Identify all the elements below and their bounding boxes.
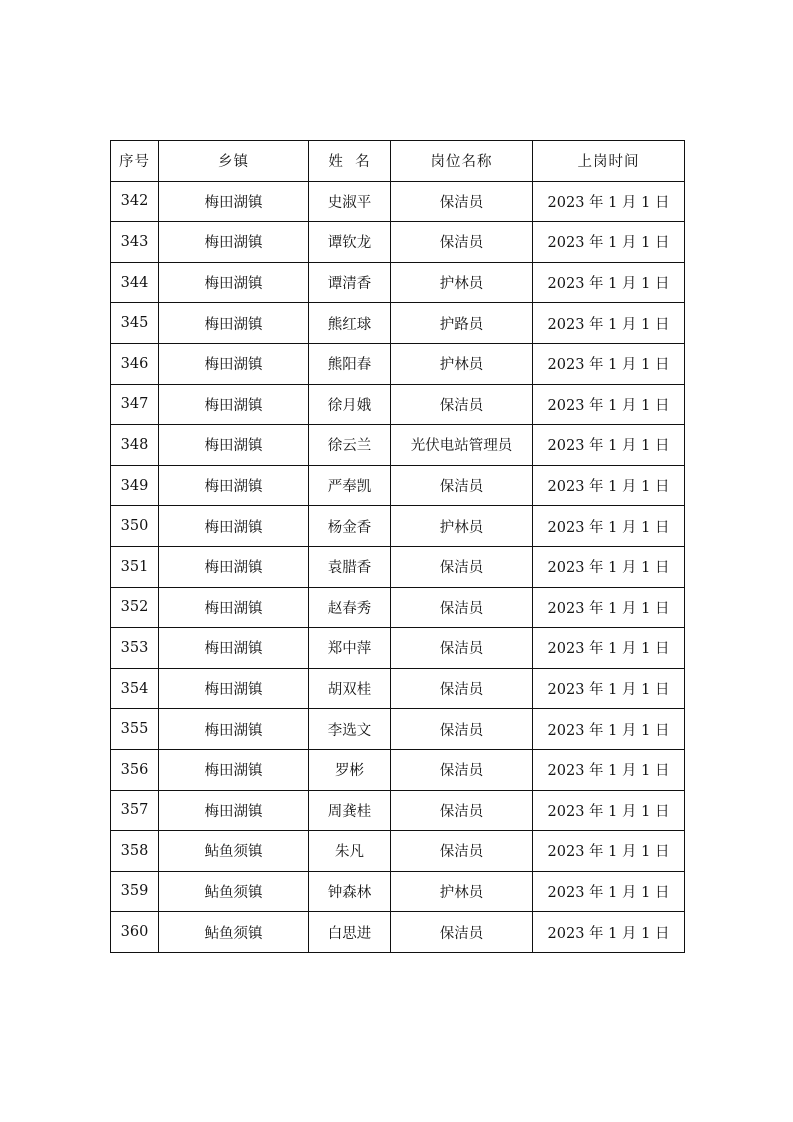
cell-township: 梅田湖镇 [159,668,309,709]
table-row [111,790,685,831]
cell-township: 梅田湖镇 [159,506,309,547]
cell-township: 梅田湖镇 [159,181,309,222]
cell-start-date: 2023 年 1 月 1 日 [533,425,685,466]
cell-name: 徐月娥 [309,384,391,425]
cell-position: 保洁员 [391,465,533,506]
header-serial-number: 序号 [111,141,159,182]
cell-start-date: 2023 年 1 月 1 日 [533,709,685,750]
cell-township: 梅田湖镇 [159,749,309,790]
cell-start-date: 2023 年 1 月 1 日 [533,384,685,425]
cell-serial-number: 354 [111,668,159,709]
cell-township: 梅田湖镇 [159,465,309,506]
cell-name: 钟森林 [309,871,391,912]
cell-position: 保洁员 [391,384,533,425]
cell-name: 李选文 [309,709,391,750]
cell-start-date: 2023 年 1 月 1 日 [533,790,685,831]
cell-position: 保洁员 [391,587,533,628]
cell-position: 保洁员 [391,749,533,790]
cell-start-date: 2023 年 1 月 1 日 [533,628,685,669]
table-row [111,831,685,872]
cell-name: 郑中萍 [309,628,391,669]
cell-name: 谭钦龙 [309,222,391,263]
cell-position: 保洁员 [391,831,533,872]
table-row [111,587,685,628]
cell-position: 护林员 [391,506,533,547]
cell-name: 杨金香 [309,506,391,547]
table-row [111,384,685,425]
cell-start-date: 2023 年 1 月 1 日 [533,912,685,953]
cell-township: 梅田湖镇 [159,709,309,750]
table-row [111,749,685,790]
cell-serial-number: 351 [111,546,159,587]
cell-start-date: 2023 年 1 月 1 日 [533,668,685,709]
cell-serial-number: 352 [111,587,159,628]
cell-start-date: 2023 年 1 月 1 日 [533,831,685,872]
cell-township: 梅田湖镇 [159,425,309,466]
cell-serial-number: 359 [111,871,159,912]
cell-name: 严奉凯 [309,465,391,506]
cell-township: 鲇鱼须镇 [159,831,309,872]
cell-position: 保洁员 [391,709,533,750]
cell-start-date: 2023 年 1 月 1 日 [533,587,685,628]
cell-serial-number: 346 [111,343,159,384]
cell-serial-number: 342 [111,181,159,222]
cell-start-date: 2023 年 1 月 1 日 [533,506,685,547]
cell-serial-number: 355 [111,709,159,750]
cell-name: 史淑平 [309,181,391,222]
table-row [111,506,685,547]
cell-position: 护路员 [391,303,533,344]
cell-start-date: 2023 年 1 月 1 日 [533,546,685,587]
table-row [111,425,685,466]
cell-start-date: 2023 年 1 月 1 日 [533,303,685,344]
cell-name: 徐云兰 [309,425,391,466]
cell-start-date: 2023 年 1 月 1 日 [533,465,685,506]
cell-township: 鲇鱼须镇 [159,871,309,912]
cell-position: 光伏电站管理员 [391,425,533,466]
cell-position: 护林员 [391,262,533,303]
cell-name: 赵春秀 [309,587,391,628]
table-row [111,871,685,912]
table-row [111,668,685,709]
cell-name: 熊阳春 [309,343,391,384]
cell-township: 梅田湖镇 [159,343,309,384]
cell-serial-number: 343 [111,222,159,263]
table-row [111,222,685,263]
cell-name: 袁腊香 [309,546,391,587]
cell-serial-number: 344 [111,262,159,303]
cell-township: 梅田湖镇 [159,262,309,303]
cell-serial-number: 347 [111,384,159,425]
cell-start-date: 2023 年 1 月 1 日 [533,343,685,384]
table-row [111,628,685,669]
cell-name: 朱凡 [309,831,391,872]
cell-position: 护林员 [391,871,533,912]
cell-township: 梅田湖镇 [159,546,309,587]
cell-position: 保洁员 [391,668,533,709]
cell-position: 保洁员 [391,790,533,831]
table-row [111,262,685,303]
cell-name: 罗彬 [309,749,391,790]
roster-table [110,140,685,953]
cell-serial-number: 358 [111,831,159,872]
cell-township: 鲇鱼须镇 [159,912,309,953]
cell-serial-number: 345 [111,303,159,344]
cell-start-date: 2023 年 1 月 1 日 [533,871,685,912]
cell-position: 保洁员 [391,222,533,263]
table-row [111,303,685,344]
cell-serial-number: 350 [111,506,159,547]
cell-township: 梅田湖镇 [159,628,309,669]
header-township: 乡镇 [159,141,309,182]
cell-position: 保洁员 [391,546,533,587]
cell-position: 保洁员 [391,628,533,669]
table-row [111,709,685,750]
cell-position: 保洁员 [391,181,533,222]
table-body [111,181,685,952]
cell-name: 熊红球 [309,303,391,344]
cell-serial-number: 349 [111,465,159,506]
cell-township: 梅田湖镇 [159,384,309,425]
cell-start-date: 2023 年 1 月 1 日 [533,749,685,790]
cell-serial-number: 357 [111,790,159,831]
cell-position: 保洁员 [391,912,533,953]
cell-serial-number: 348 [111,425,159,466]
cell-township: 梅田湖镇 [159,222,309,263]
table-row [111,465,685,506]
header-name: 姓 名 [309,141,391,182]
header-start-date: 上岗时间 [533,141,685,182]
cell-township: 梅田湖镇 [159,790,309,831]
cell-name: 谭清香 [309,262,391,303]
cell-serial-number: 360 [111,912,159,953]
cell-name: 白思进 [309,912,391,953]
table-row [111,343,685,384]
header-position: 岗位名称 [391,141,533,182]
cell-serial-number: 353 [111,628,159,669]
cell-township: 梅田湖镇 [159,587,309,628]
cell-position: 护林员 [391,343,533,384]
cell-start-date: 2023 年 1 月 1 日 [533,262,685,303]
cell-serial-number: 356 [111,749,159,790]
header-row [111,141,685,182]
cell-name: 胡双桂 [309,668,391,709]
table-row [111,912,685,953]
cell-name: 周龚桂 [309,790,391,831]
table-row [111,181,685,222]
table-row [111,546,685,587]
cell-township: 梅田湖镇 [159,303,309,344]
cell-start-date: 2023 年 1 月 1 日 [533,181,685,222]
cell-start-date: 2023 年 1 月 1 日 [533,222,685,263]
